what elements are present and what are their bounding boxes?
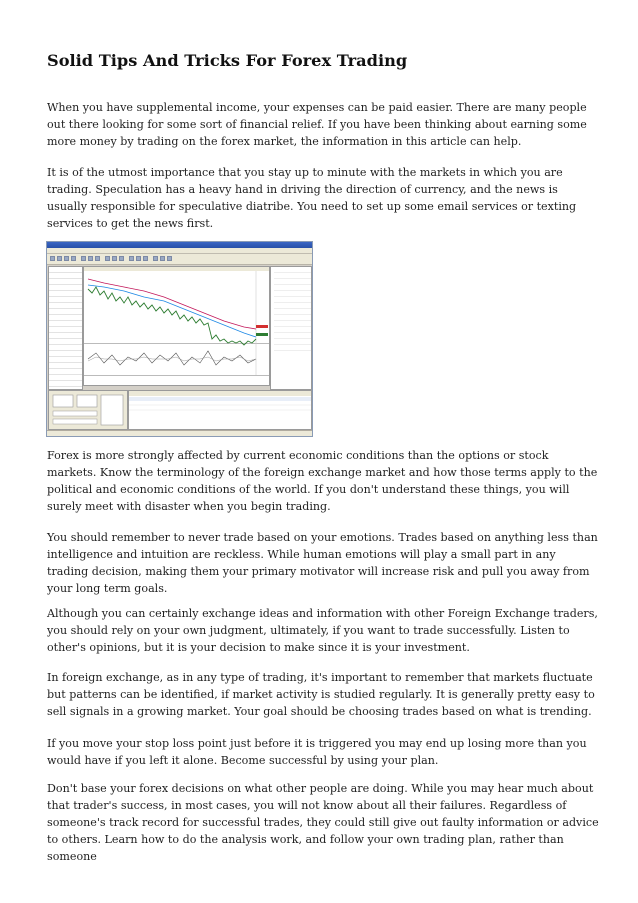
price-chart [84,267,269,385]
market-watch-panel [48,266,83,390]
paragraph-intro: When you have supplemental income, your expenses can be paid easier. There are many people out there looking for some sort of financial relief. If you have been thinking about earning some more money by trading on the forex market, the information in this article can help. [47,101,587,148]
terminal-panel [128,390,312,430]
paragraph-emotions: You should remember to never trade based on your emotions. Trades based on anything less than intelligence and intuition are reckless. While human emotions will play a small part in any trading decision, making them your primary motivator will increase risk and pull you away from your long term goals. [47,531,598,595]
buy-marker [256,333,268,336]
article-title: Solid Tips And Tricks For Forex Trading [47,51,408,70]
price-line [88,287,256,345]
window-toolbar [47,254,312,265]
paragraph-own-decisions: Don't base your forex decisions on what other people are doing. While you may hear much about that trader's success, in most cases, you will not know about all their failures. Regardless of someone's track record for successful trades, they could still give out faulty information or advice to others. Learn how to do the analysis work, and follow your own trading plan, rather than someone [47,782,599,863]
paragraph-news: It is of the utmost importance that you stay up to minute with the markets in which you are trading. Speculation has a heavy hand in driving the direction of currency, and the news is usually responsible for speculative diatribe. You need to set up some email services or texting services to get the news first. [47,166,577,230]
sell-marker [256,325,268,328]
moving-average-line [88,285,256,337]
paragraph-stop-loss: If you move your stop loss point just before it is triggered you may end up losing more than you would have if you left it alone. Become successful by using your plan. [47,737,587,767]
status-bar [47,430,312,437]
paragraph-own-judgment: Although you can certainly exchange ideas and information with other Foreign Exchange traders, you should rely on your own judgment, ultimately, if you want to trade successfully. Listen to other's opinions, but it is your decision to make since it is your investment. [47,607,598,654]
paragraph-market-patterns: In foreign exchange, as in any type of trading, it's important to remember that markets fluctuate but patterns can be identified, if market activity is studied regularly. It is generally pretty easy to sell signals in a growing market. Your goal should be choosing trades based on what is trending. [47,671,595,718]
paragraph-economic-conditions: Forex is more strongly affected by current economic conditions than the options or stock markets. Know the terminology of the foreign exchange market and how those terms apply to the political and economic conditions of the world. If you don't understand these things, you will surely meet with disaster when you begin trading. [47,449,598,513]
order-panel [48,390,128,430]
price-chart-panel [83,266,270,386]
navigator-panel [270,266,312,390]
trading-platform-screenshot [46,241,313,437]
